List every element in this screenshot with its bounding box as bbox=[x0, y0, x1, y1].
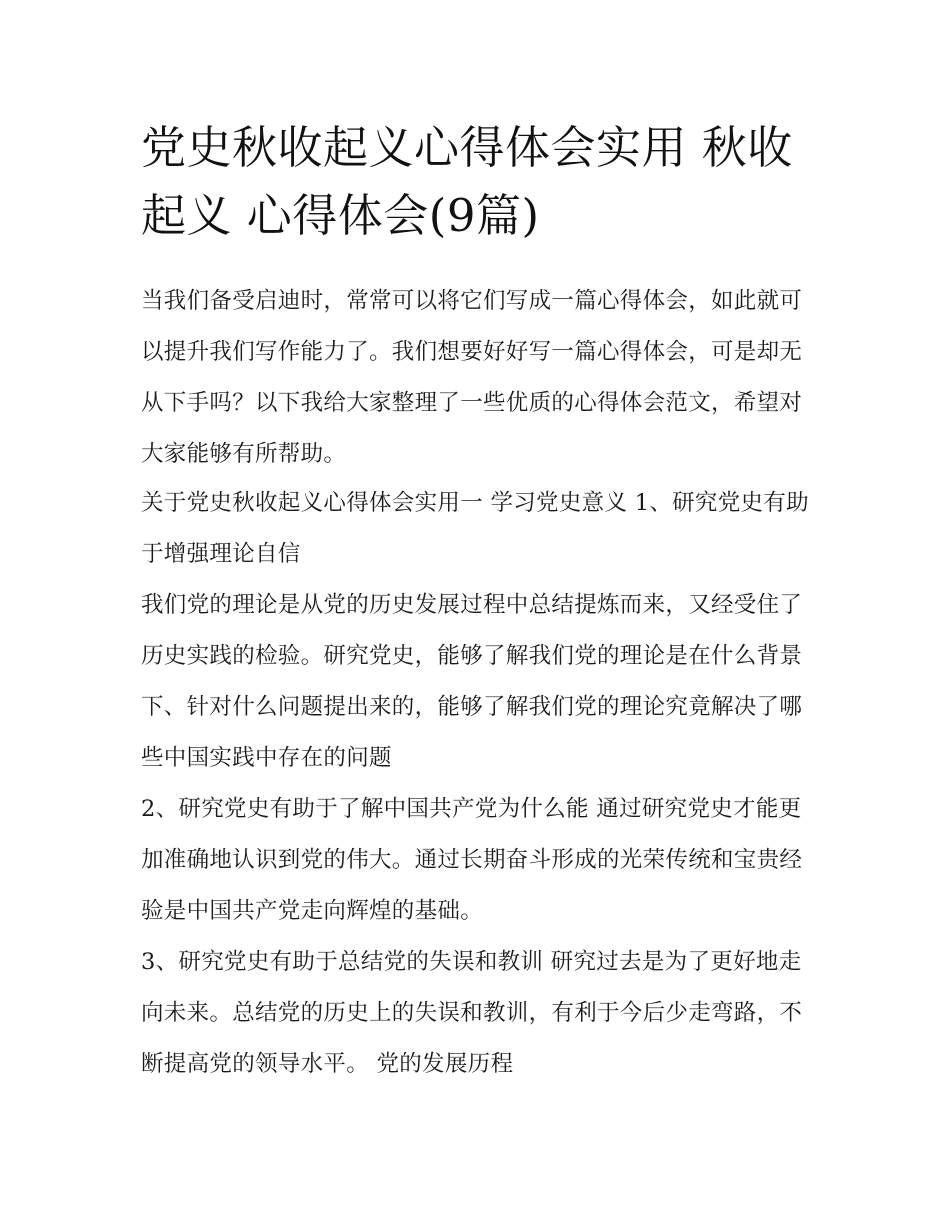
point-3-paragraph: 3、研究党史有助于总结党的失误和教训 研究过去是为了更好地走向未来。总结党的历史上的失误和教训，有利于今后少走弯路，不断提高党的领导水平。 党的发展历程 bbox=[141, 949, 803, 1077]
section-heading-paragraph: 关于党史秋收起义心得体会实用一 学习党史意义 1、研究党史有助于增强理论自信 bbox=[141, 490, 809, 567]
document-title: 党史秋收起义心得体会实用 秋收起义 心得体会(9篇) bbox=[141, 121, 793, 242]
intro-paragraph: 当我们备受启迪时，常常可以将它们写成一篇心得体会，如此就可以提升我们写作能力了。我们想要好好写一篇心得体会，可是却无从下手吗？以下我给大家整理了一些优质的心得体会范文，希望对大家能够有所帮助。 bbox=[141, 288, 803, 467]
point-2-paragraph: 2、研究党史有助于了解中国共产党为什么能 通过研究党史才能更加准确地认识到党的伟大。通过长期奋斗形成的光荣传统和宝贵经验是中国共产党走向辉煌的基础。 bbox=[141, 796, 803, 924]
theory-paragraph: 我们党的理论是从党的历史发展过程中总结提炼而来，又经受住了历史实践的检验。研究党史，能够了解我们党的理论是在什么背景下、针对什么问题提出来的，能够了解我们党的理论究竟解决了哪些中国实践中存在的问题 bbox=[141, 592, 803, 771]
